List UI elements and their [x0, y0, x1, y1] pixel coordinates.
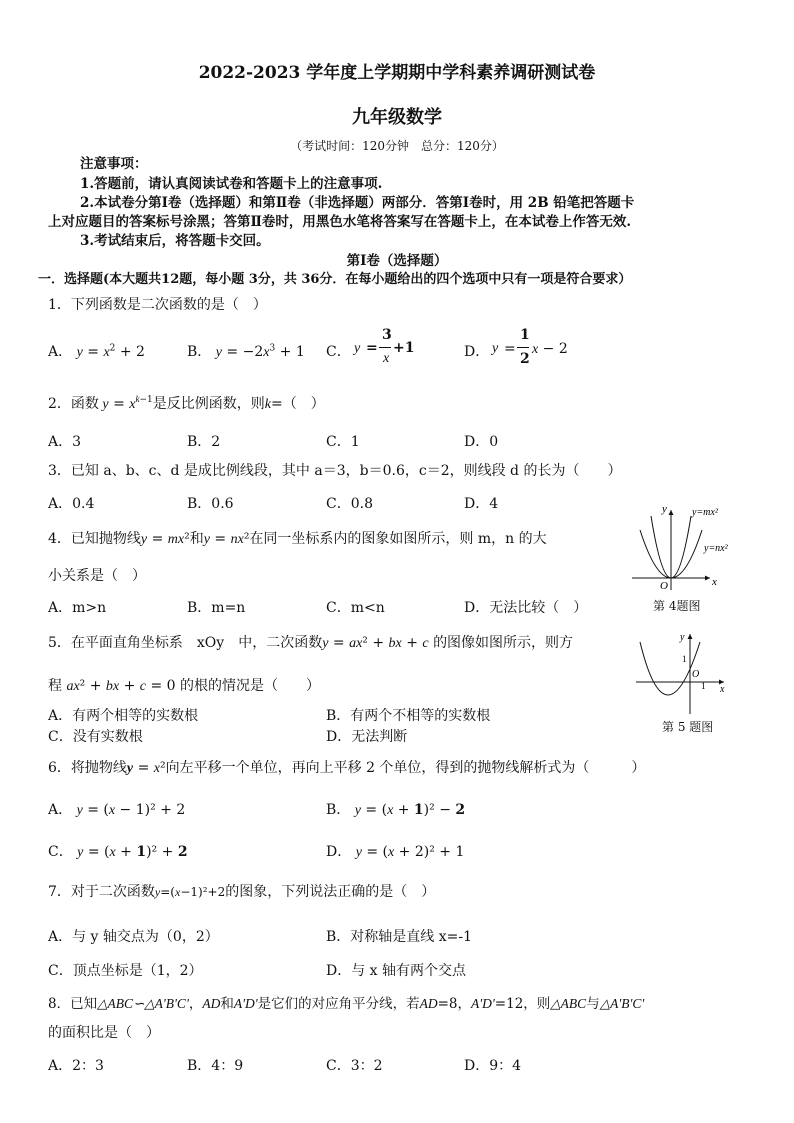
q4-stem-line1: 4．已知抛物线y = mx²和y = nx²在同一坐标系内的图象如图所示，则 m，n 的大 — [48, 531, 547, 547]
part1-heading: 第Ⅰ卷（选择题） — [346, 253, 448, 269]
q8-option-b: B．4：9 — [187, 1058, 244, 1074]
q4-curve-label-m: y=mx² — [692, 507, 718, 518]
subject-title: 九年级数学 — [352, 107, 442, 128]
q3-option-d: D．4 — [464, 496, 499, 512]
notes-heading: 注意事项： — [80, 156, 148, 172]
q5-x-tick-1: 1 — [701, 681, 706, 691]
q3-option-a: A．0.4 — [48, 496, 95, 512]
q7-stem: 7．对于二次函数y=(x−1)²+2的图象，下列说法正确的是（ ） — [48, 884, 436, 900]
q8-option-d: D．9：4 — [464, 1058, 522, 1074]
q5-option-a: A．有两个相等的实数根 — [48, 708, 199, 724]
q5-x-axis-label: x — [720, 684, 725, 695]
q5-figure-caption: 第 5 题图 — [662, 720, 714, 734]
q4-stem-line2: 小关系是（ ） — [48, 568, 146, 584]
q4-curve-label-n: y=nx² — [704, 543, 728, 554]
q3-stem: 3．已知 a、b、c、d 是成比例线段，其中 a＝3，b＝0.6，c＝2，则线段 d 的长为（ ） — [48, 463, 622, 479]
note-1: 1.答题前，请认真阅读试卷和答题卡上的注意事项. — [80, 176, 383, 192]
exam-meta: （考试时间：120分钟 总分：120分） — [290, 139, 504, 153]
note-3: 3.考试结束后，将答题卡交回。 — [80, 233, 270, 249]
q2-option-c: C．1 — [326, 434, 360, 450]
q5-stem-line2: 程 ax² + bx + c = 0 的根的情况是（ ） — [48, 678, 320, 694]
q8-stem-line1: 8．已知△ABC∽△A'B'C'，AD和A'D'是它们的对应角平分线，若AD=8，A'D'=12，则△ABC与△A'B'C' — [48, 996, 645, 1012]
section-heading: 一．选择题(本大题共12题，每小题 3分，共 36分．在每小题给出的四个选项中只有一项是符合要求） — [38, 272, 632, 287]
q2-option-b: B．2 — [187, 434, 221, 450]
q3-option-c: C．0.8 — [326, 496, 373, 512]
q7-option-d: D．与 x 轴有两个交点 — [326, 963, 467, 979]
note-2-line2: 上对应题目的答案标号涂黑；答第Ⅱ卷时，用黑色水笔将答案写在答题卡上，在本试卷上作答无效. — [48, 214, 632, 230]
q5-y-tick-1: 1 — [682, 654, 687, 664]
q4-option-c: C．m<n — [326, 600, 385, 616]
q4-option-a: A．m>n — [48, 600, 107, 616]
q2-option-a: A．3 — [48, 434, 82, 450]
q6-option-a: A． y = (x − 1)² + 2 — [48, 802, 186, 818]
q2-option-d: D．0 — [464, 434, 499, 450]
note-2-line1: 2.本试卷分第Ⅰ卷（选择题）和第Ⅱ卷（非选择题）两部分．答第Ⅰ卷时，用 2B 铅笔把答题卡 — [80, 195, 635, 211]
q5-option-c: C．没有实数根 — [48, 729, 143, 745]
q5-stem-line1: 5．在平面直角坐标系 xOy 中，二次函数y = ax² + bx + c 的图像如图所示，则方 — [48, 635, 574, 651]
q5-option-d: D．无法判断 — [326, 729, 408, 745]
q4-option-b: B．m=n — [187, 600, 246, 616]
q4-figure-caption: 第 4题图 — [653, 599, 701, 613]
q6-stem: 6．将抛物线y = x²向左平移一个单位，再向上平移 2 个单位，得到的抛物线解析式为（ ） — [48, 760, 646, 776]
q4-option-d: D．无法比较（ ） — [464, 600, 588, 616]
q1-stem: 1．下列函数是二次函数的是（ ） — [48, 297, 267, 313]
q5-origin-label: O — [692, 669, 700, 680]
q6-option-d: D． y = (x + 2)² + 1 — [326, 844, 465, 860]
q8-option-a: A．2：3 — [48, 1058, 104, 1074]
q8-stem-line2: 的面积比是（ ） — [48, 1025, 160, 1041]
q3-option-b: B．0.6 — [187, 496, 234, 512]
q7-option-c: C．顶点坐标是（1，2） — [48, 963, 203, 979]
q6-option-c: C． y = (x + 1)² + 2 — [48, 844, 188, 860]
q1-option-a: A． $y = x^2 + 2$ — [48, 343, 145, 360]
q5-figure — [632, 628, 732, 716]
q5-y-axis-label: y — [680, 632, 685, 643]
q1-option-b: B． $y = -2x^3 + 1$ — [187, 343, 305, 360]
q4-x-axis-label: x — [712, 576, 717, 588]
q7-option-b: B．对称轴是直线 x=-1 — [326, 929, 473, 945]
q5-option-b: B．有两个不相等的实数根 — [326, 708, 491, 724]
q7-option-a: A．与 y 轴交点为（0，2） — [48, 929, 219, 945]
exam-title: 2022-2023 学年度上学期期中学科素养调研测试卷 — [198, 63, 596, 83]
q8-option-c: C．3：2 — [326, 1058, 383, 1074]
q6-option-b: B． y = (x + 1)² − 2 — [326, 802, 466, 818]
q2-stem: 2．函数 $y = x^{k-1}$是反比例函数，则k=（ ） — [48, 394, 325, 412]
q4-origin-label: O — [660, 580, 668, 592]
q4-y-axis-label: y — [662, 503, 667, 515]
q4-figure — [628, 500, 740, 592]
